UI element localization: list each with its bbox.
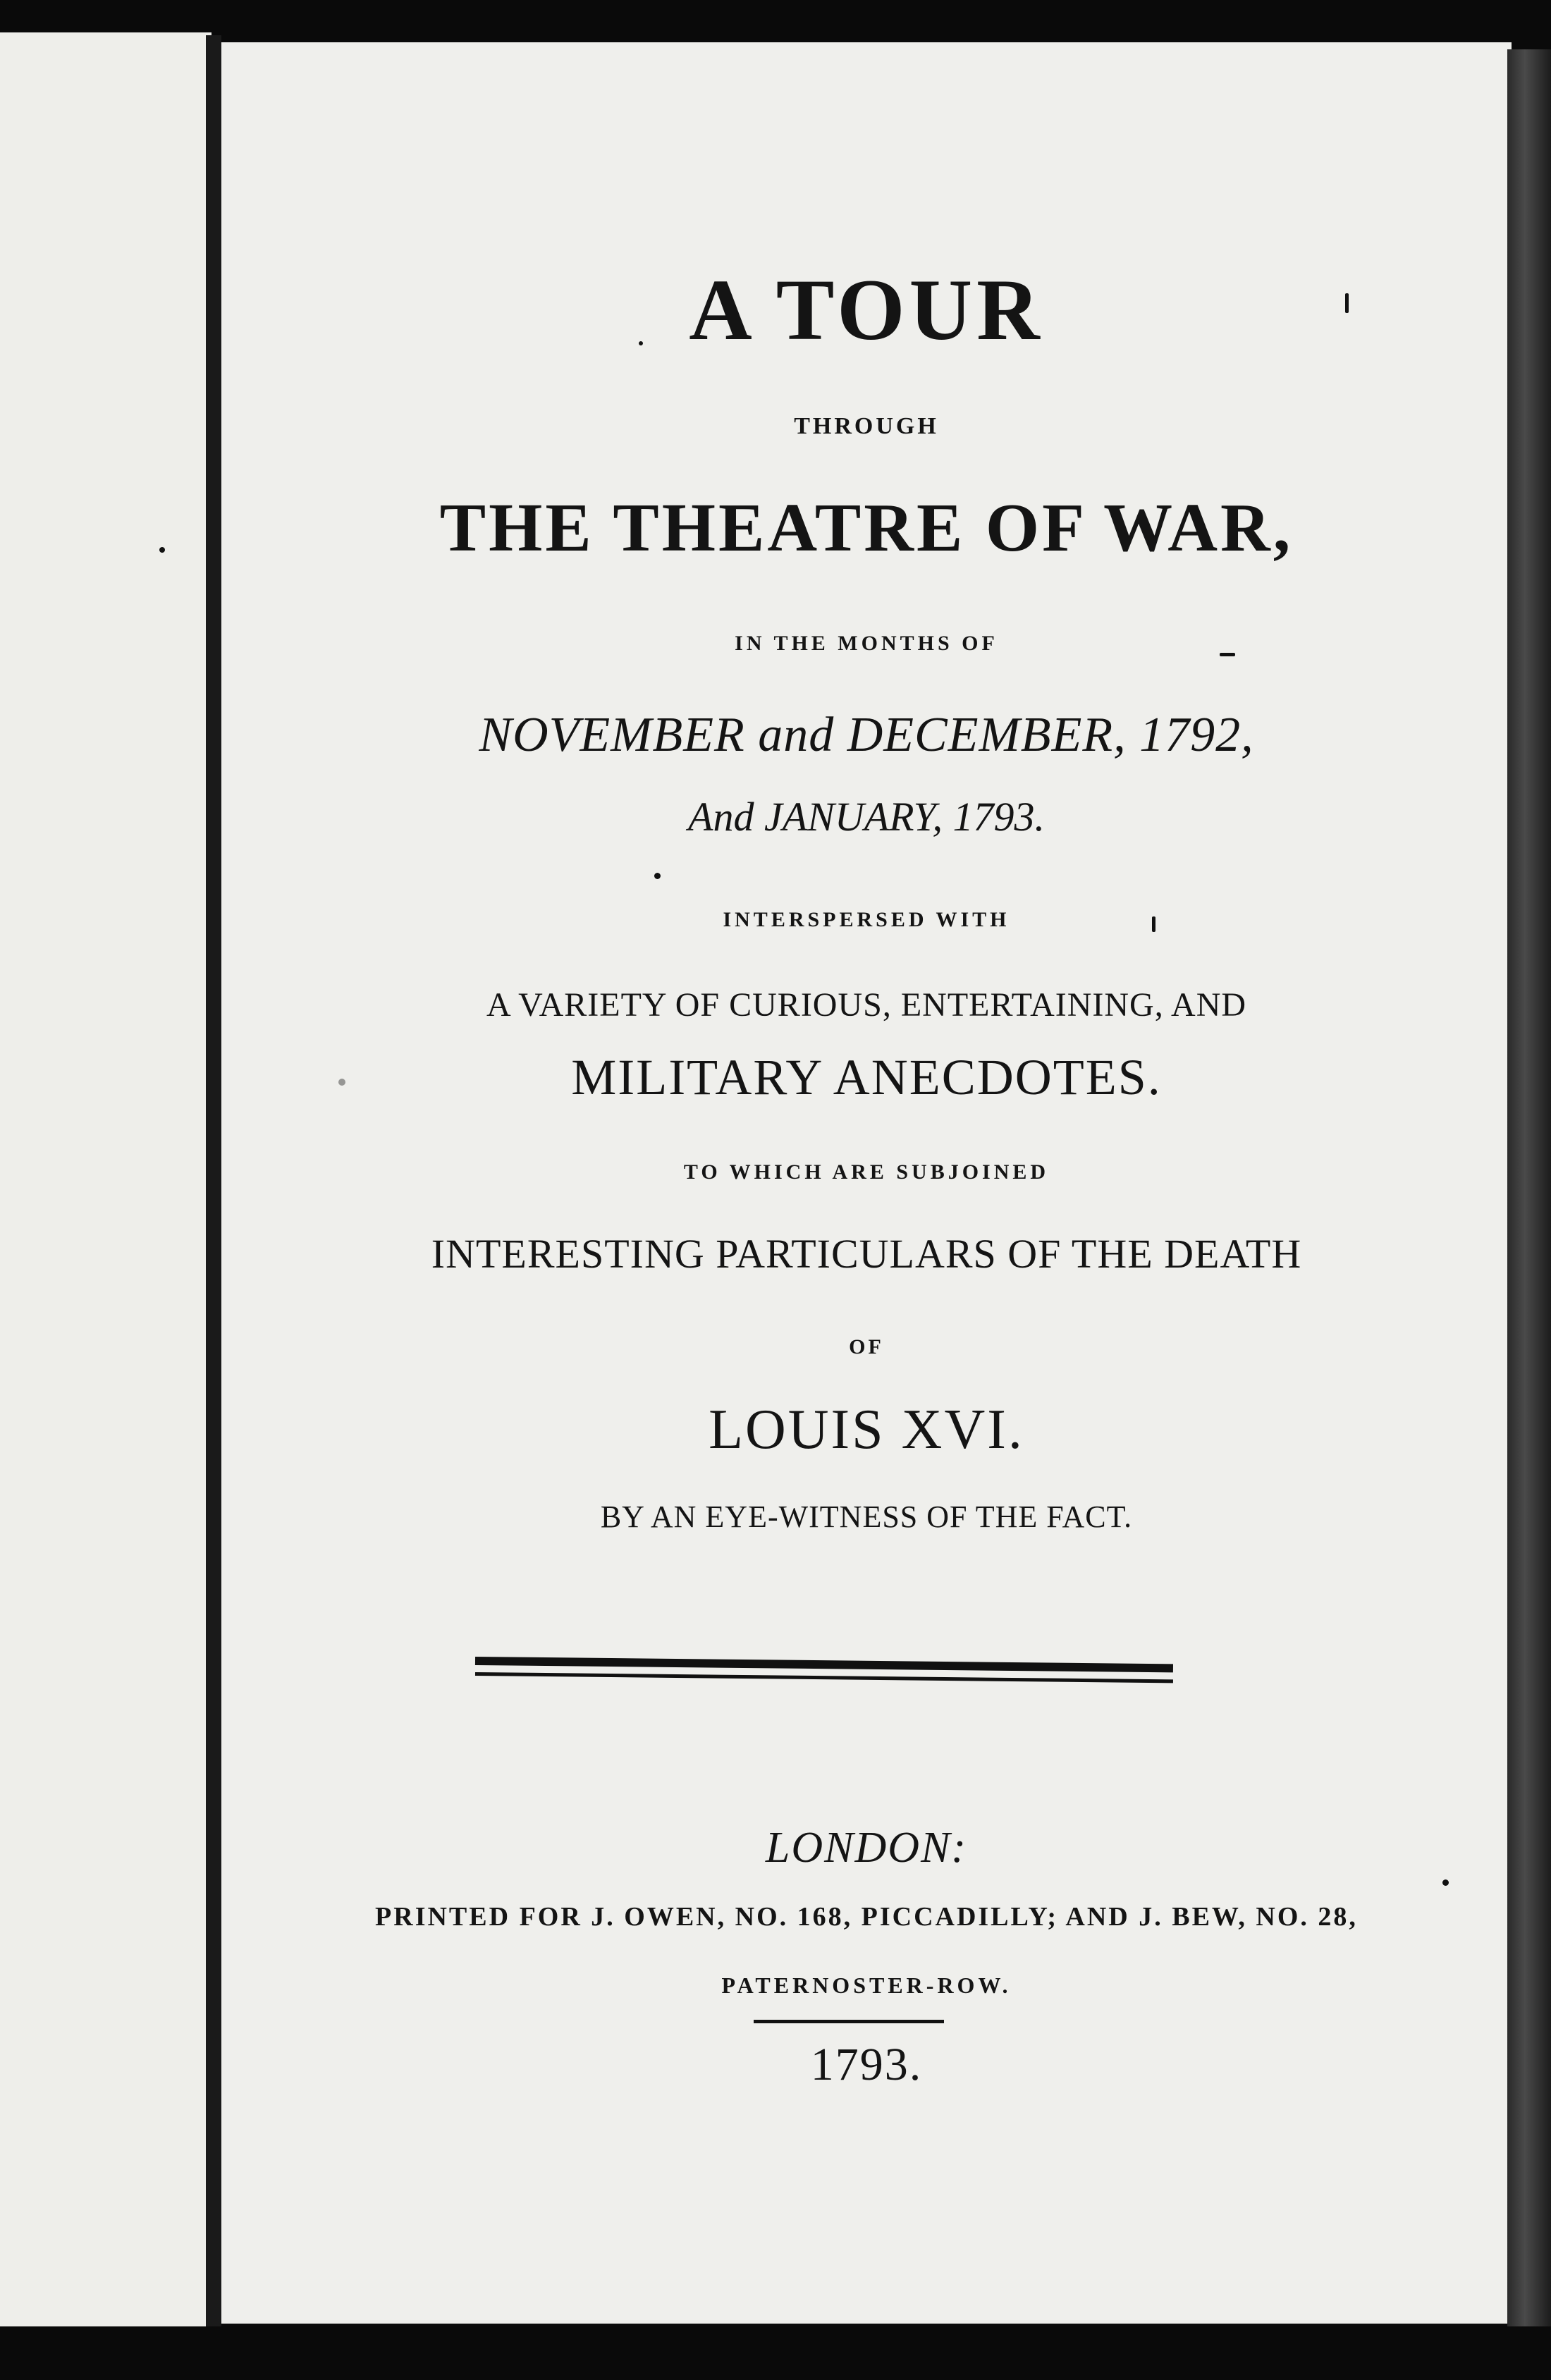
double-rule-thick xyxy=(475,1657,1173,1672)
title-eyewitness: BY AN EYE-WITNESS OF THE FACT. xyxy=(600,1499,1133,1534)
imprint-city: LONDON: xyxy=(765,1824,968,1872)
scan-bottom-border xyxy=(0,2326,1551,2380)
title-page-content xyxy=(221,42,1512,2324)
title-interspersed: INTERSPERSED WITH xyxy=(723,908,1010,931)
speck xyxy=(159,547,165,553)
title-through: THROUGH xyxy=(794,413,939,439)
facing-page xyxy=(0,32,212,2328)
imprint-year: 1793. xyxy=(810,2039,923,2090)
title-louis: LOUIS XVI. xyxy=(709,1399,1024,1461)
imprint-address: PATERNOSTER-ROW. xyxy=(721,1973,1012,1998)
imprint-rule xyxy=(754,2020,944,2023)
title-of: OF xyxy=(849,1335,884,1358)
title-subjoined: TO WHICH ARE SUBJOINED xyxy=(683,1160,1050,1184)
book-title: A TOUR xyxy=(689,262,1044,358)
page-fold xyxy=(206,35,221,2326)
title-variety: A VARIETY OF CURIOUS, ENTERTAINING, AND xyxy=(486,986,1247,1024)
title-particulars: INTERESTING PARTICULARS OF THE DEATH xyxy=(431,1231,1302,1277)
imprint-printer: PRINTED FOR J. OWEN, NO. 168, PICCADILLY; AND J. BEW, NO. 28, xyxy=(375,1902,1358,1932)
double-rule-thin xyxy=(475,1672,1173,1683)
title-months-intro: IN THE MONTHS OF xyxy=(735,632,998,655)
title-months-line-1: NOVEMBER and DECEMBER, 1792, xyxy=(479,708,1254,762)
title-months-line-2: And JANUARY, 1793. xyxy=(688,794,1045,840)
title-anecdotes: MILITARY ANECDOTES. xyxy=(571,1049,1162,1105)
page-edge xyxy=(1507,49,1551,2326)
title-subject: THE THEATRE OF WAR, xyxy=(439,490,1294,566)
